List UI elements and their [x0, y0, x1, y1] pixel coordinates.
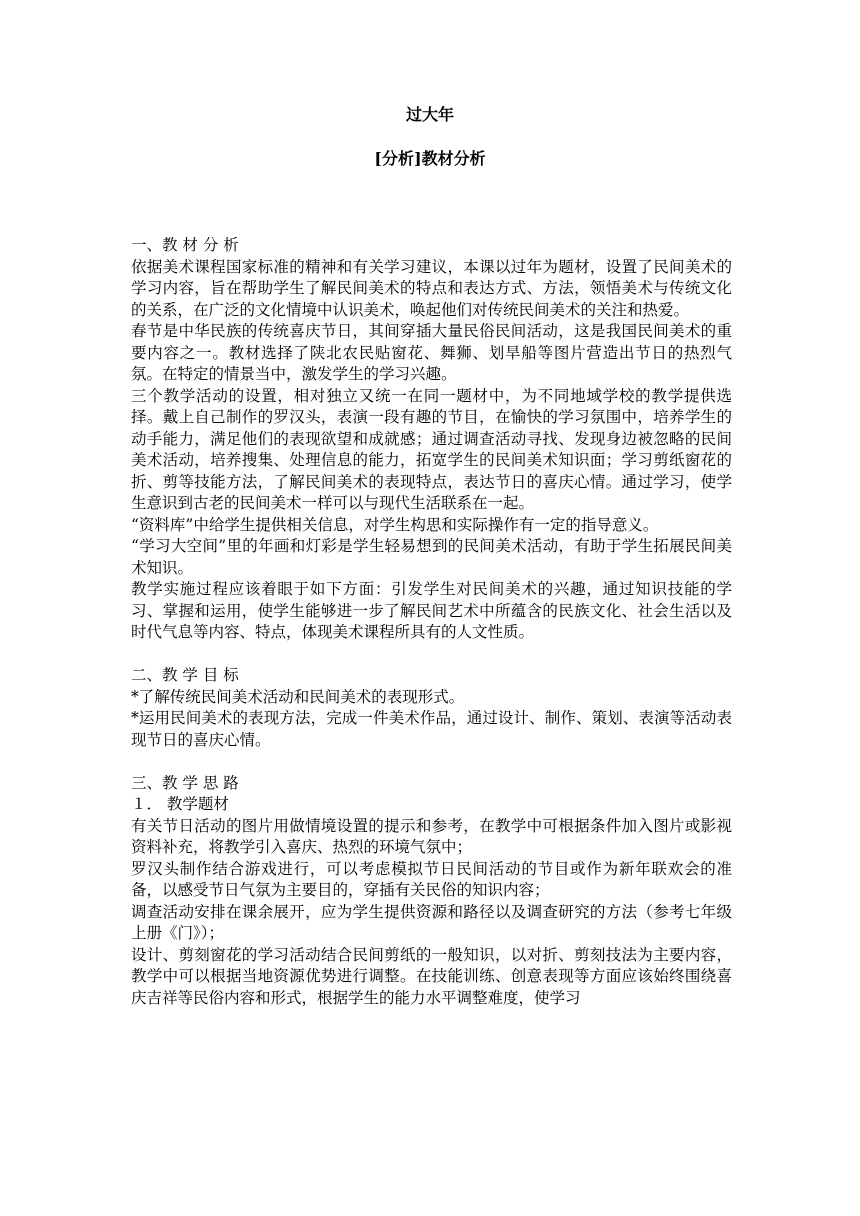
document-title: 过大年 [405, 105, 454, 124]
section-heading-textbook-analysis: 一、教 材 分 析 [131, 236, 239, 254]
blank-line [131, 751, 732, 773]
paragraph: *了解传统民间美术活动和民间美术的表现形式。 [131, 687, 465, 706]
paragraph: “学习大空间”里的年画和灯彩是学生轻易想到的民间美术活动，有助于学生拓展民间美术知识。 [131, 537, 732, 577]
paragraph: 调查活动安排在课余展开，应为学生提供资源和路径以及调查研究的方法（参考七年级上册《门》）； [131, 902, 732, 942]
section-heading-teaching-approach: 三、教 学 思 路 [131, 773, 239, 792]
paragraph: １． 教学题材 [131, 795, 229, 813]
paragraph: 依据美术课程国家标准的精神和有关学习建议，本课以过年为题材，设置了民间美术的学习内容，旨在帮助学生了解民间美术的特点和表达方式、方法，领悟美术与传统文化的关系，在广泛的文化情境中认识美术，唤起他们对传统民间美术的关注和热爱。 [131, 257, 732, 319]
paragraph: *运用民间美术的表现方法，完成一件美术作品，通过设计、制作、策划、表演等活动表现节日的喜庆心情。 [131, 709, 732, 749]
blank-line [131, 644, 732, 666]
paragraph: 罗汉头制作结合游戏进行，可以考虑模拟节日民间活动的节目或作为新年联欢会的准备，以感受节日气氛为主要目的，穿插有关民俗的知识内容； [131, 859, 732, 899]
paragraph: 设计、剪刻窗花的学习活动结合民间剪纸的一般知识，以对折、剪刻技法为主要内容，教学中可以根据当地资源优势进行调整。在技能训练、创意表现等方面应该始终围绕喜庆吉祥等民俗内容和形式，根据学生的能力水平调整难度，使学习 [131, 945, 732, 1007]
document-body [131, 235, 732, 1009]
paragraph: 春节是中华民族的传统喜庆节日，其间穿插大量民俗民间活动，这是我国民间美术的重要内容之一。教材选择了陕北农民贴窗花、舞狮、划旱船等图片营造出节日的热烈气氛。在特定的情景当中，激发学生的学习兴趣。 [131, 322, 732, 383]
document-subtitle: [分析]教材分析 [374, 149, 486, 168]
section-heading-teaching-goals: 二、教 学 目 标 [131, 666, 239, 684]
paragraph: 三个教学活动的设置，相对独立又统一在同一题材中，为不同地域学校的教学提供选择。戴上自己制作的罗汉头，表演一段有趣的节目，在愉快的学习氛围中，培养学生的动手能力，满足他们的表现欲望和成就感；通过调查活动寻找、发现身边被忽略的民间美术活动，培养搜集、处理信息的能力，拓宽学生的民间美术知识面；学习剪纸窗花的折、剪等技能方法，了解民间美术的表现特点，表达节日的喜庆心情。通过学习，使学生意识到古老的民间美术一样可以与现代生活联系在一起。 [131, 386, 732, 512]
paragraph: “资料库”中给学生提供相关信息，对学生构思和实际操作有一定的指导意义。 [131, 515, 659, 534]
paragraph: 教学实施过程应该着眼于如下方面：引发学生对民间美术的兴趣，通过知识技能的学习、掌握和运用，使学生能够进一步了解民间艺术中所蕴含的民族文化、社会生活以及时代气息等内容、特点，体现美术课程所具有的人文性质。 [131, 580, 732, 641]
paragraph: 有关节日活动的图片用做情境设置的提示和参考，在教学中可根据条件加入图片或影视资料补充，将教学引入喜庆、热烈的环境气氛中； [131, 816, 732, 856]
